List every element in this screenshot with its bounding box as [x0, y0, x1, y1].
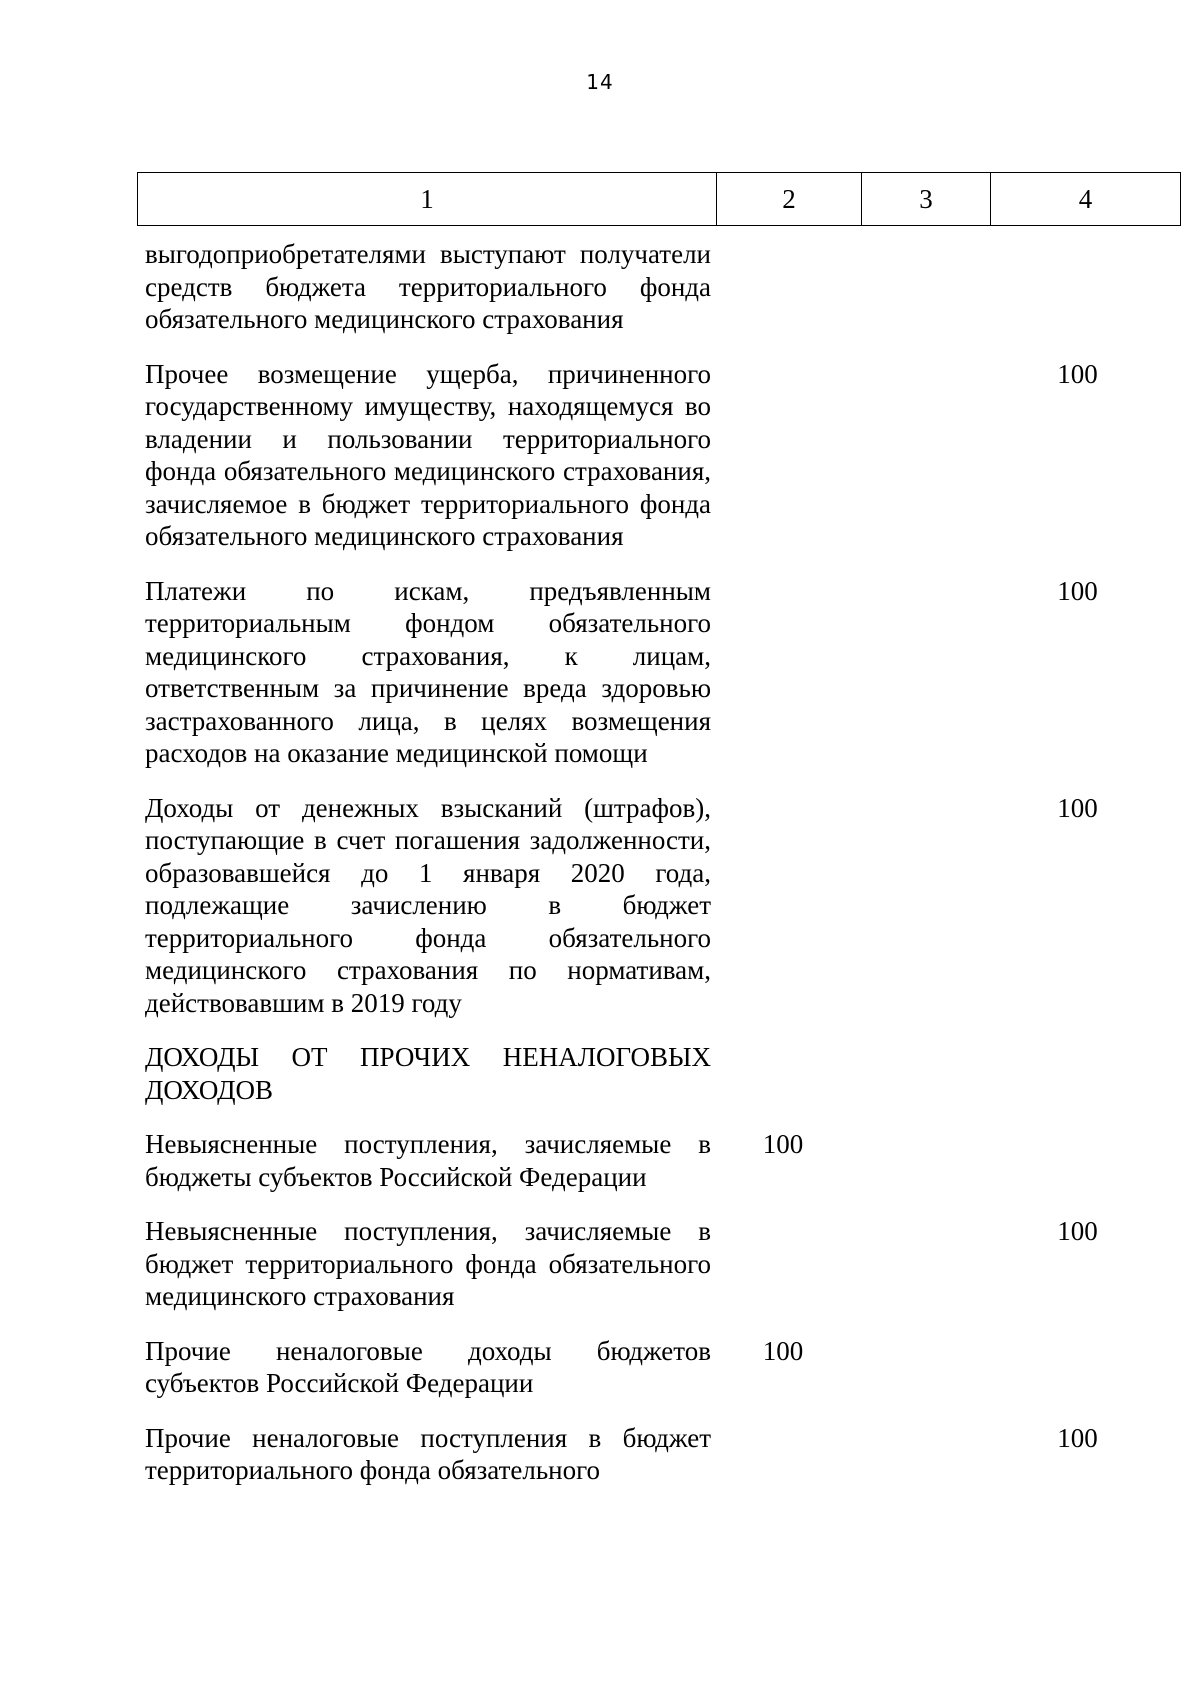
row-value-col-4: [983, 238, 1172, 336]
row-value-col-2: [711, 358, 855, 553]
row-value-col-4: 100: [1057, 1216, 1098, 1246]
row-value-col-4: 100: [1057, 358, 1098, 389]
row-value-col-2: [711, 1041, 855, 1106]
table-row: [137, 1422, 1178, 1487]
table-row-section-heading: [137, 1041, 1178, 1106]
row-value-col-2: [711, 792, 855, 1020]
row-value-col-2: [711, 1422, 855, 1487]
section-heading: ДОХОДЫ ОТ ПРОЧИХ НЕНАЛОГОВЫХ ДОХОДОВ: [145, 1042, 711, 1105]
row-value-col-3: [855, 1128, 983, 1193]
row-description: выгодоприобретателями выступают получатели средств бюджета территориального фонда обязательного медицинского страхования: [145, 239, 711, 334]
table-body: [137, 238, 1178, 1509]
table-row: [137, 1215, 1178, 1313]
row-value-col-4: 100: [1057, 1422, 1098, 1453]
row-value-col-4: [983, 1128, 1172, 1193]
row-description: Невыясненные поступления, зачисляемые в бюджеты субъектов Российской Федерации: [145, 1129, 711, 1192]
header-col-3: 3: [862, 173, 991, 226]
table-row: [137, 792, 1178, 1020]
header-col-1: 1: [138, 173, 717, 226]
row-value-col-4: 100: [1057, 575, 1098, 606]
row-value-col-4: 100: [1057, 792, 1098, 823]
row-value-col-2: [711, 238, 855, 336]
header-col-4: 4: [991, 173, 1181, 226]
row-value-col-4: [983, 1335, 1172, 1400]
row-description: Прочие неналоговые доходы бюджетов субъектов Российской Федерации: [145, 1335, 711, 1398]
table-header-row: [138, 173, 1181, 226]
row-description: Невыясненные поступления, зачисляемые в бюджет территориального фонда обязательного медицинского страхования: [145, 1216, 711, 1311]
table-row: [137, 1335, 1178, 1400]
page-number: 14: [586, 70, 614, 94]
row-value-col-3: [855, 575, 983, 770]
row-value-col-2: [711, 575, 855, 770]
row-value-col-3: [855, 792, 983, 1020]
row-value-col-3: [855, 1041, 983, 1106]
row-value-col-3: [855, 1335, 983, 1400]
row-value-col-3: [855, 1422, 983, 1487]
row-description: Прочие неналоговые поступления в бюджет территориального фонда обязательного: [145, 1422, 711, 1485]
row-description: Прочее возмещение ущерба, причиненного государственному имуществу, находящемуся во владении и пользовании территориального фонда обязательного медицинского страхования, зачисляемое в бюджет территориального фонда обязательного медицинского страхования: [145, 358, 711, 551]
row-value-col-3: [855, 358, 983, 553]
table-header: [137, 172, 1181, 226]
row-value-col-3: [855, 238, 983, 336]
row-value-col-2: 100: [762, 1129, 804, 1159]
row-description: Платежи по искам, предъявленным территориальным фондом обязательного медицинского страхования, к лицам, ответственным за причинение вреда здоровью застрахованного лица, в целях возмещения расходов на оказание медицинской помощи: [145, 575, 711, 768]
header-col-2: 2: [717, 173, 862, 226]
table-row: [137, 238, 1178, 336]
row-value-col-2: [711, 1215, 855, 1313]
table-row: [137, 575, 1178, 770]
row-value-col-2: 100: [762, 1335, 804, 1366]
table-row: [137, 1128, 1178, 1193]
row-description: Доходы от денежных взысканий (штрафов), поступающие в счет погашения задолженности, образовавшейся до 1 января 2020 года, подлежащие зачислению в бюджет территориального фонда обязательного медицинского страхования по нормативам, действовавшим в 2019 году: [145, 792, 711, 1018]
table-row: [137, 358, 1178, 553]
row-value-col-3: [855, 1215, 983, 1313]
row-value-col-4: [983, 1041, 1172, 1106]
